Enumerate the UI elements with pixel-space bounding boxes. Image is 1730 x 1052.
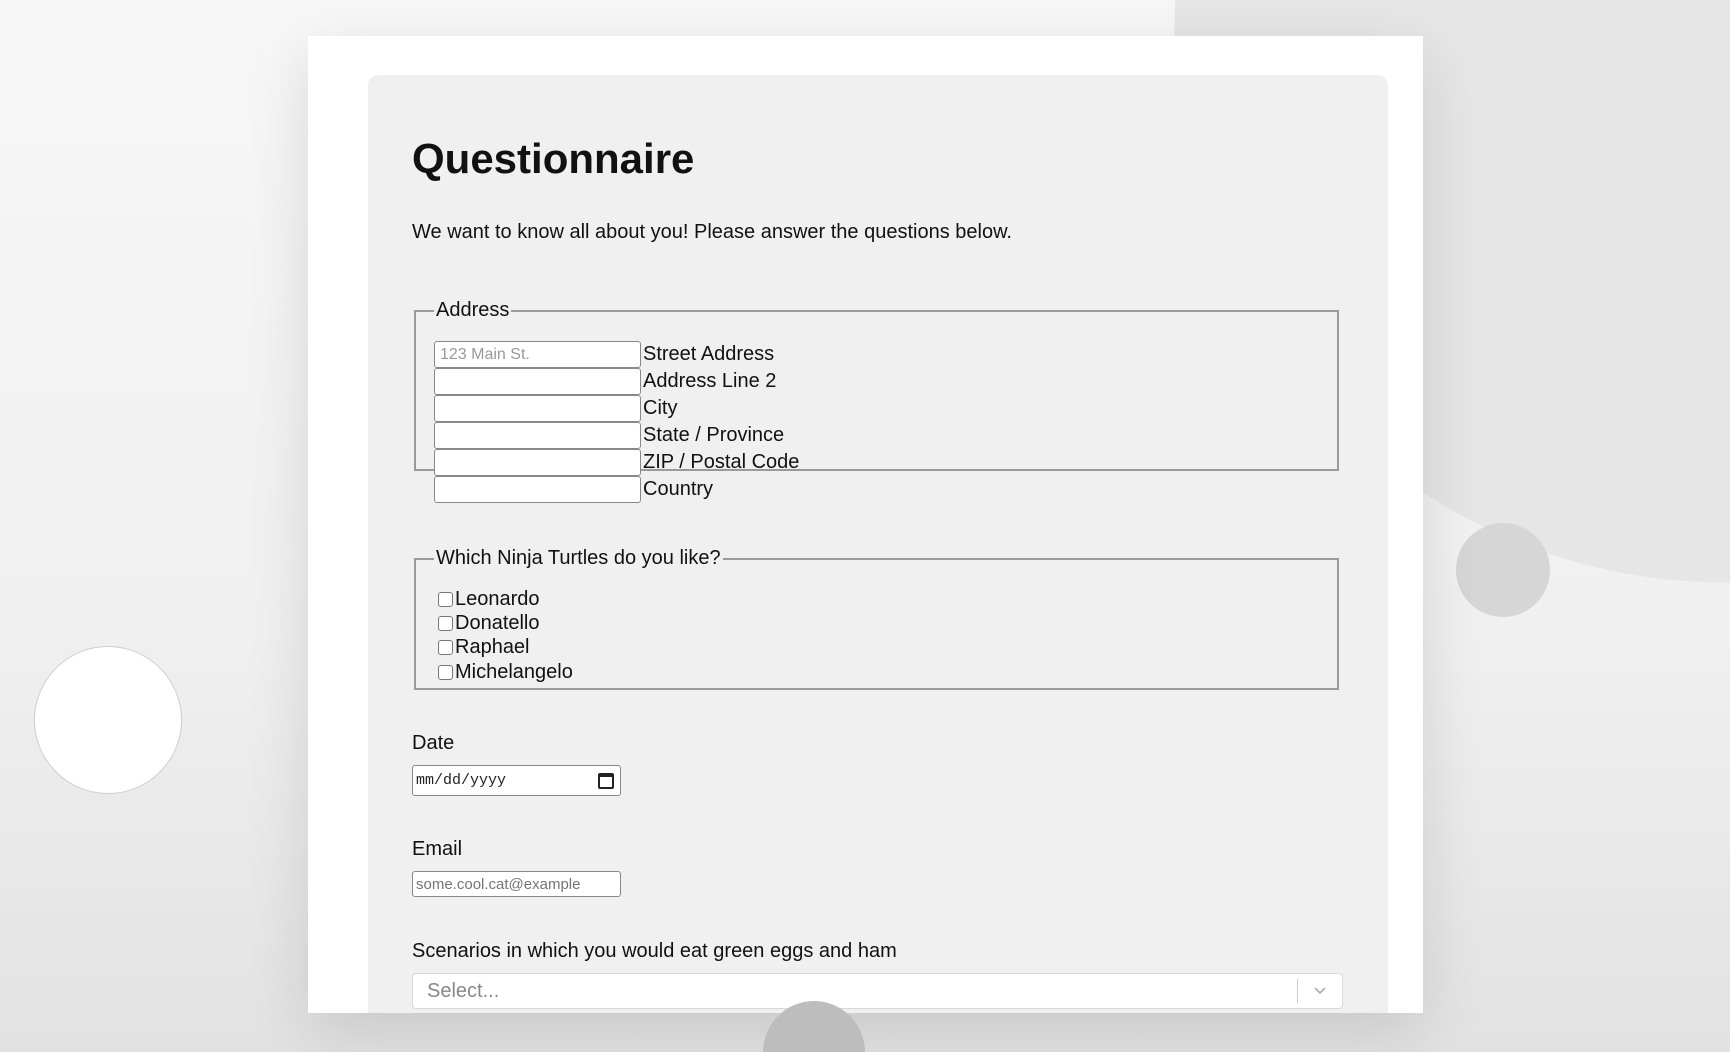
address-line2-input[interactable]	[434, 368, 641, 395]
street-address-row	[434, 341, 774, 368]
intro-text: We want to know all about you! Please answer the questions below.	[412, 221, 1012, 243]
checkbox[interactable]	[438, 616, 453, 631]
checkbox[interactable]	[438, 640, 453, 655]
checkbox-michelangelo[interactable]	[438, 661, 573, 684]
country-input[interactable]	[434, 476, 641, 503]
address-fieldset	[414, 299, 1339, 500]
country-label: Country	[643, 478, 714, 500]
email-input[interactable]	[412, 871, 621, 897]
address-legend: Address	[436, 299, 510, 321]
checkbox-raphael[interactable]	[438, 636, 530, 659]
select-placeholder: Select...	[427, 979, 500, 1002]
turtles-fieldset	[414, 547, 1339, 690]
checkbox[interactable]	[438, 592, 453, 607]
zip-input[interactable]	[434, 449, 641, 476]
state-label: State / Province	[643, 424, 785, 446]
checkbox[interactable]	[438, 665, 453, 680]
form-card	[308, 36, 1423, 1013]
state-input[interactable]	[434, 422, 641, 449]
zip-row	[434, 449, 799, 476]
option-label: Donatello	[455, 612, 540, 634]
background-dot	[1456, 523, 1550, 617]
city-label: City	[643, 397, 678, 419]
checkbox-donatello[interactable]	[438, 612, 540, 635]
option-label: Raphael	[455, 636, 530, 658]
checkbox-leonardo[interactable]	[438, 588, 540, 611]
date-input[interactable]	[412, 765, 621, 796]
questionnaire-form	[368, 75, 1388, 1013]
option-label: Leonardo	[455, 588, 540, 610]
address-line2-label: Address Line 2	[643, 370, 777, 392]
email-label: Email	[412, 838, 463, 860]
address-line2-row	[434, 368, 776, 395]
scenarios-select[interactable]	[412, 973, 1343, 1009]
zip-label: ZIP / Postal Code	[643, 451, 800, 473]
date-placeholder: mm/dd/yyyy	[416, 772, 507, 789]
street-address-input[interactable]	[434, 341, 641, 368]
city-row	[434, 395, 677, 422]
page-title: Questionnaire	[412, 135, 695, 182]
chevron-down-icon[interactable]	[1298, 986, 1342, 996]
calendar-icon[interactable]	[598, 773, 614, 789]
state-row	[434, 422, 784, 449]
background-ring	[34, 646, 182, 794]
scenarios-label: Scenarios in which you would eat green eggs and ham	[412, 940, 897, 962]
country-row	[434, 476, 713, 503]
street-address-label: Street Address	[643, 343, 775, 365]
date-label: Date	[412, 732, 455, 754]
option-label: Michelangelo	[455, 661, 573, 683]
turtles-legend: Which Ninja Turtles do you like?	[436, 547, 721, 569]
city-input[interactable]	[434, 395, 641, 422]
